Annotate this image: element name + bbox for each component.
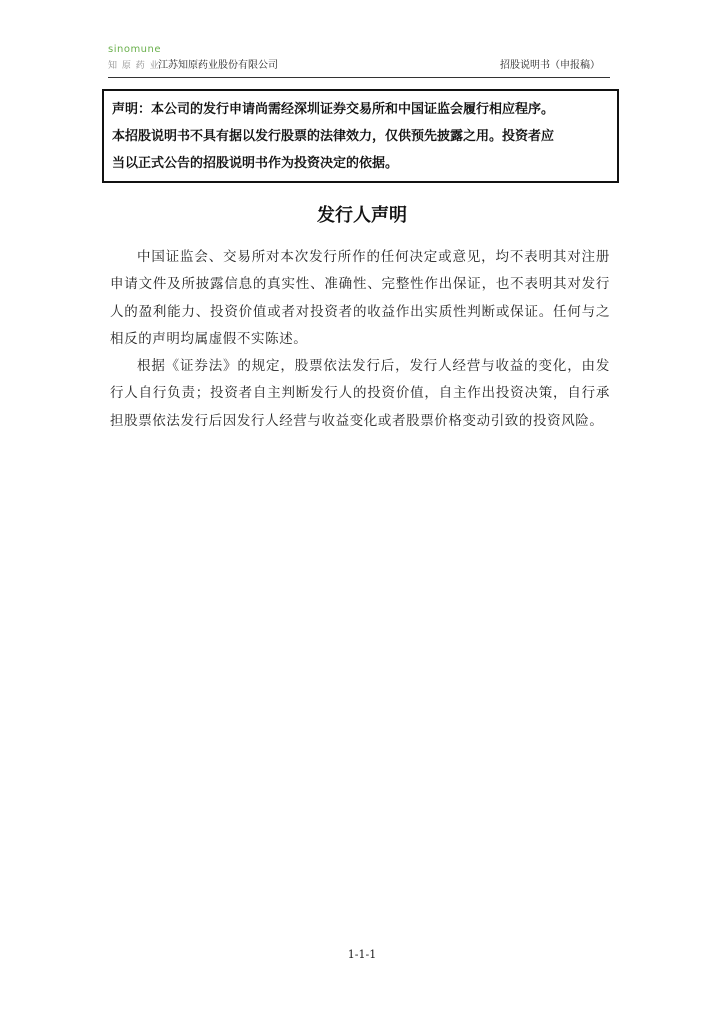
header-company-name: 江苏知原药业股份有限公司 <box>158 60 278 71</box>
statement-body <box>110 244 610 435</box>
statement-paragraph-1: 中国证监会、交易所对本次发行所作的任何决定或意见，均不表明其对注册申请文件及所披露信息的真实性、准确性、完整性作出保证，也不表明其对发行人的盈利能力、投资价值或者对投资者的收益作出实质性判断或保证。任何与之相反的声明均属虚假不实陈述。 <box>110 249 610 347</box>
page-number: 1-1-1 <box>347 948 377 961</box>
notice-line: 本招股说明书不具有据以发行股票的法律效力，仅供预先披露之用。投资者应 <box>112 129 555 144</box>
page-header <box>108 44 608 80</box>
disclaimer-notice-box <box>102 89 619 183</box>
header-divider <box>108 77 610 78</box>
notice-line: 当以正式公告的招股说明书作为投资决定的依据。 <box>112 156 399 171</box>
section-title: 发行人声明 <box>317 205 407 226</box>
company-logo: sinomune <box>108 44 162 55</box>
notice-line: 声明：本公司的发行申请尚需经深圳证券交易所和中国证监会履行相应程序。 <box>112 102 555 117</box>
company-logo-cn: 知 原 药 业 <box>108 61 160 71</box>
statement-paragraph-2: 根据《证券法》的规定，股票依法发行后，发行人经营与收益的变化，由发行人自行负责；投资者自主判断发行人的投资价值，自主作出投资决策，自行承担股票依法发行后因发行人经营与收益变化或者股票价格变动引致的投资风险。 <box>110 358 610 429</box>
header-document-title: 招股说明书（申报稿） <box>500 60 600 71</box>
